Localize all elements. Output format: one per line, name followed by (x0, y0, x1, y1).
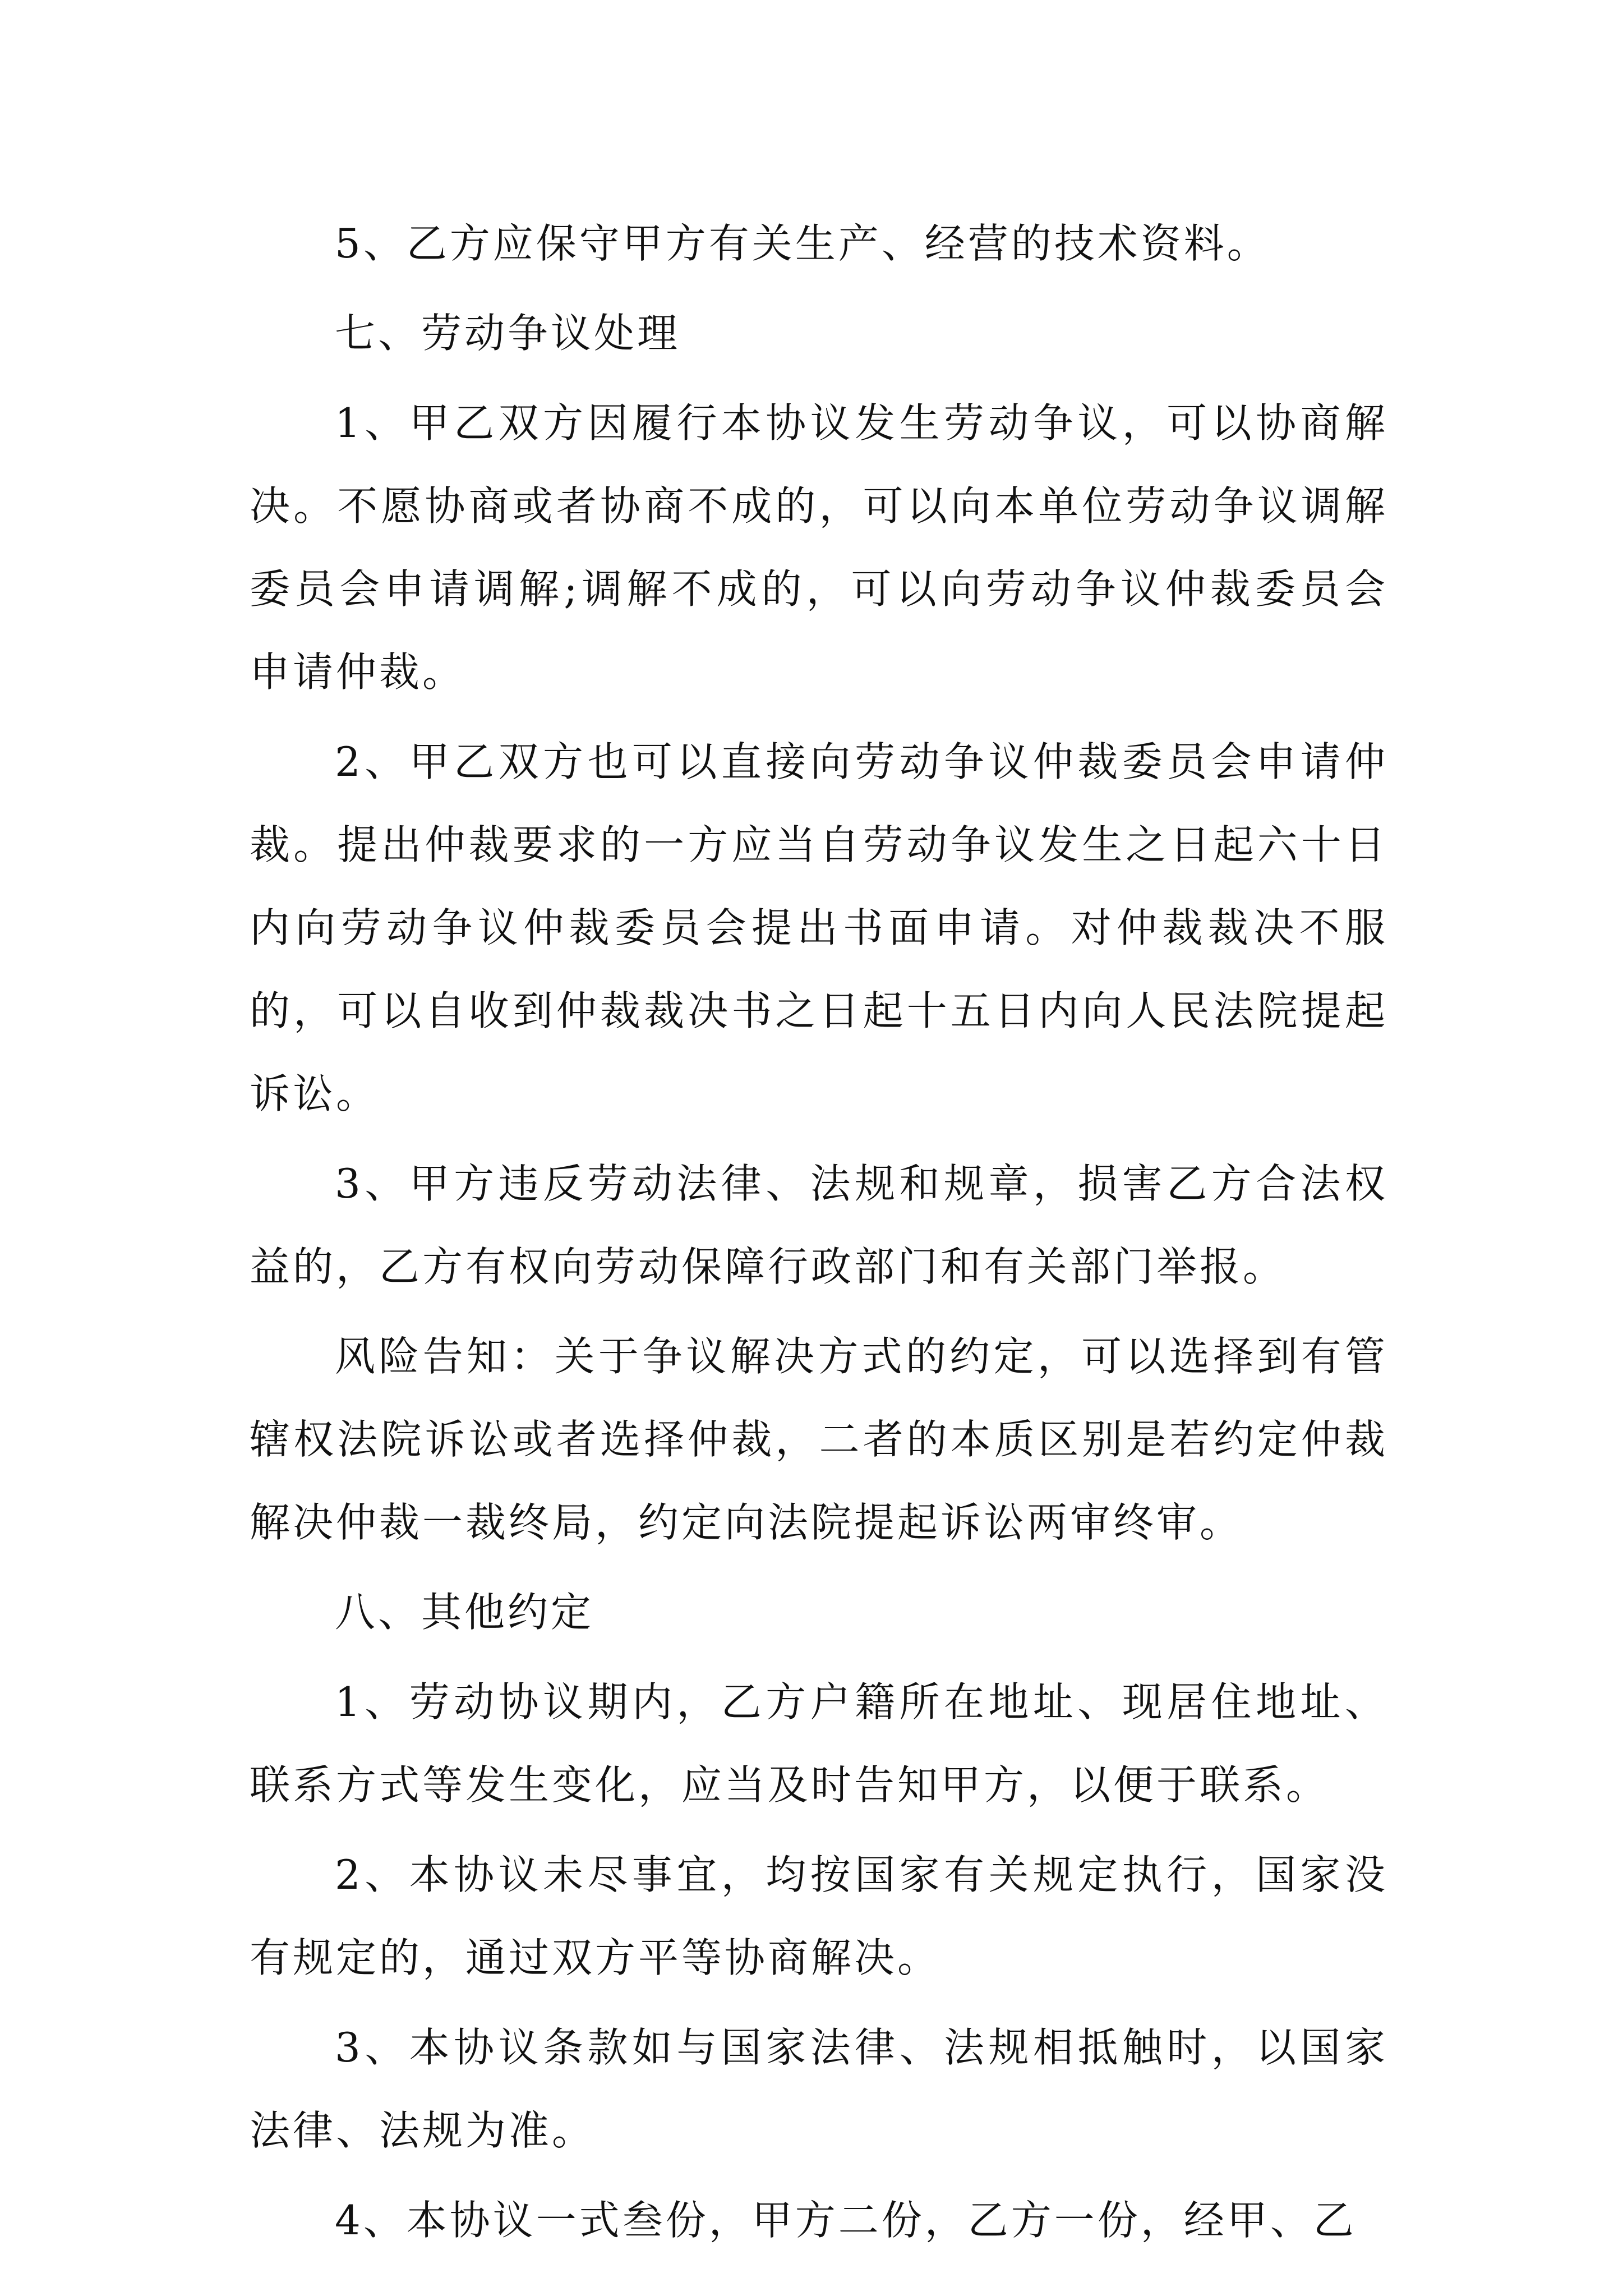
clause-8-3: 3、本协议条款如与国家法律、法规相抵触时，以国家法律、法规为准。 (250, 2024, 1388, 2154)
risk-notice: 风险告知：关于争议解决方式的约定，可以选择到有管辖权法院诉讼或者选择仲裁，二者的本质区别是若约定仲裁解决仲裁一裁终局，约定向法院提起诉讼两审终审。 (250, 1333, 1388, 1546)
document-body (250, 202, 1388, 2269)
clause-8-2: 2、本协议未尽事宜，均按国家有关规定执行，国家没有规定的，通过双方平等协商解决。 (250, 1851, 1388, 1981)
clause-6-5: 5、乙方应保守甲方有关生产、经营的技术资料。 (335, 220, 1270, 267)
clause-8-4: 4、本协议一式叁份，甲方二份，乙方一份，经甲、乙 (335, 2197, 1357, 2244)
clause-7-2: 2、甲乙双方也可以直接向劳动争议仲裁委员会申请仲裁。提出仲裁要求的一方应当自劳动争议发生之日起六十日内向劳动争议仲裁委员会提出书面申请。对仲裁裁决不服的，可以自收到仲裁裁决书之日起十五日内向人民法院提起诉讼。 (250, 738, 1388, 1117)
clause-8-1: 1、劳动协议期内，乙方户籍所在地址、现居住地址、联系方式等发生变化，应当及时告知甲方，以便于联系。 (250, 1678, 1388, 1809)
section-heading-7: 七、劳动争议处理 (335, 310, 681, 357)
clause-7-3: 3、甲方违反劳动法律、法规和规章，损害乙方合法权益的，乙方有权向劳动保障行政部门和有关部门举报。 (250, 1160, 1388, 1290)
clause-7-1: 1、甲乙双方因履行本协议发生劳动争议，可以协商解决。不愿协商或者协商不成的，可以向本单位劳动争议调解委员会申请调解;调解不成的，可以向劳动争议仲裁委员会申请仲裁。 (250, 399, 1388, 696)
section-heading-8: 八、其他约定 (335, 1589, 594, 1636)
